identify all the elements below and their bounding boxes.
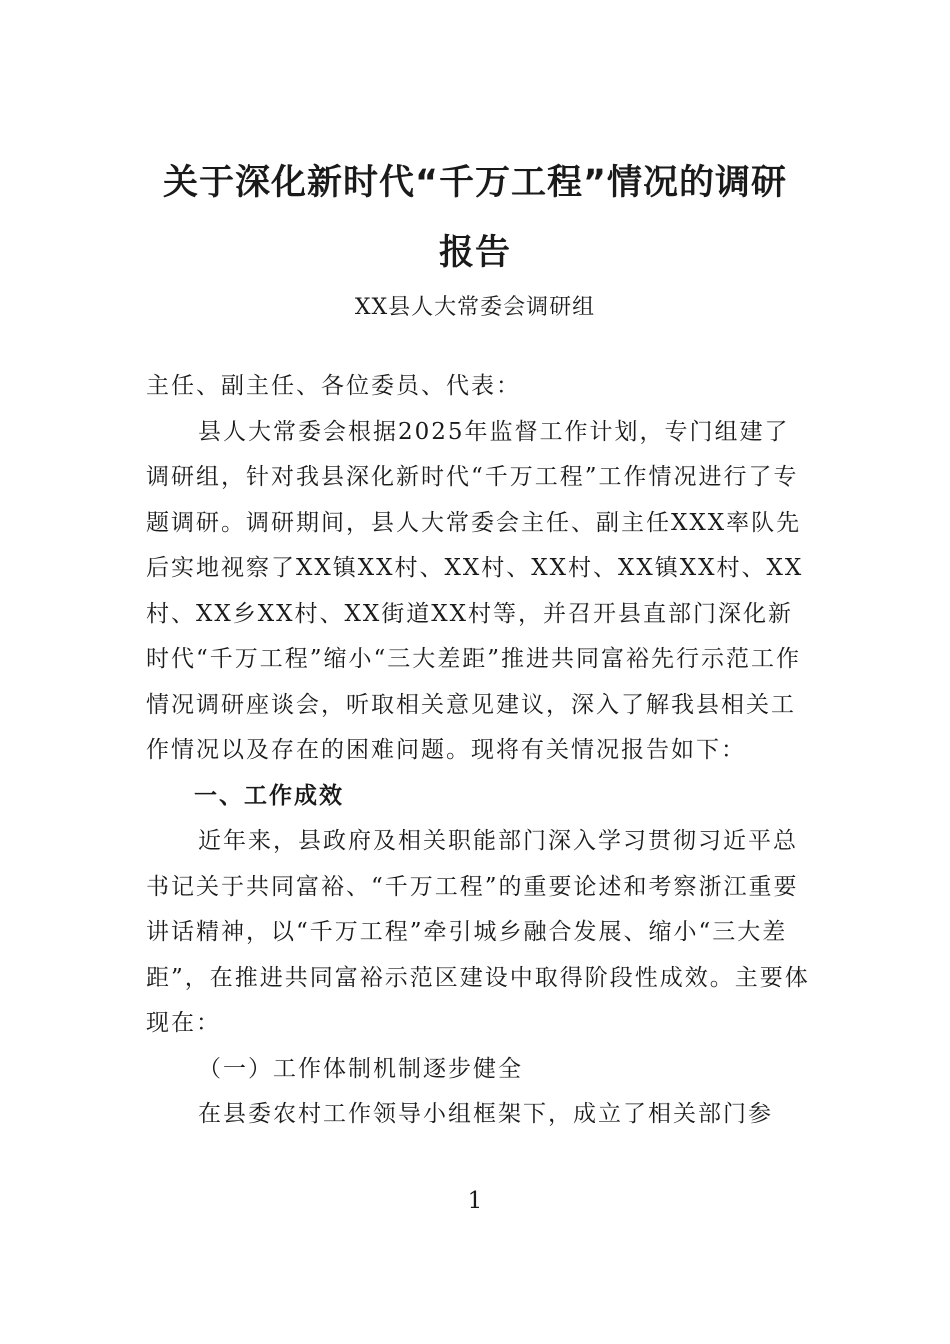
- document-title: [120, 148, 830, 288]
- intro-paragraph: 县人大常委会根据2025年监督工作计划，专门组建了调研组，针对我县深化新时代“千万工程”工作情况进行了专题调研。调研期间，县人大常委会主任、副主任XXX率队先后实地视察了XX镇XX村、XX村、XX村、XX镇XX村、XX村、XX乡XX村、XX街道XX村等，并召开县直部门深化新时代“千万工程”缩小“三大差距”推进共同富裕先行示范工作情况调研座谈会，听取相关意见建议，深入了解我县相关工作情况以及存在的困难问题。现将有关情况报告如下：: [146, 418, 804, 763]
- section-heading-1: 一、工作成效: [194, 782, 344, 809]
- title-line-1: 关于深化新时代“千万工程”情况的调研: [162, 163, 787, 203]
- salutation: 主任、副主任、各位委员、代表：: [146, 373, 521, 399]
- subsection-heading-1: （一）工作体制机制逐步健全: [198, 1055, 523, 1082]
- subsection-1-paragraph: 在县委农村工作领导小组框架下，成立了相关部门参: [198, 1101, 773, 1127]
- document-subtitle: XX县人大常委会调研组: [354, 295, 596, 320]
- title-line-2: 报告: [438, 233, 511, 273]
- page-number: 1: [467, 1188, 483, 1214]
- section-1-paragraph: 近年来，县政府及相关职能部门深入学习贯彻习近平总书记关于共同富裕、“千万工程”的重要论述和考察浙江重要讲话精神，以“千万工程”牵引城乡融合发展、缩小“三大差距”，在推进共同富裕示范区建设中取得阶段性成效。主要体现在：: [146, 828, 810, 1036]
- document-body: [146, 364, 810, 1138]
